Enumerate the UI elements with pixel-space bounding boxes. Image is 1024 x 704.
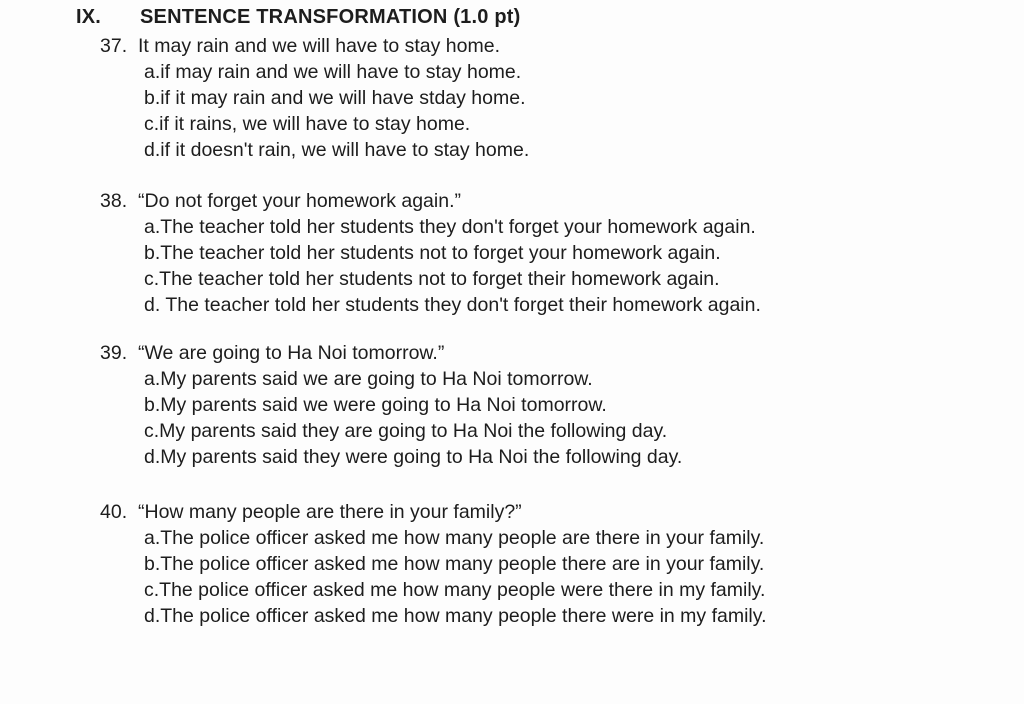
option-d: d. The teacher told her students they don't forget their homework again. <box>144 294 761 316</box>
option-c: c.The teacher told her students not to forget their homework again. <box>144 268 720 290</box>
option-b: b.The teacher told her students not to forget your homework again. <box>144 242 721 264</box>
question-number: 37. <box>100 35 128 57</box>
section-heading <box>76 6 520 29</box>
question-37 <box>100 33 529 163</box>
question-40 <box>100 499 767 629</box>
question-number: 38. <box>100 190 128 212</box>
question-stem <box>100 499 767 525</box>
section-number: IX. <box>76 6 102 28</box>
question-number: 39. <box>100 342 128 364</box>
option-c: c.My parents said they are going to Ha Noi the following day. <box>144 420 668 442</box>
option-d: d.if it doesn't rain, we will have to stay home. <box>144 139 530 161</box>
question-38 <box>100 188 761 318</box>
option-a: a.The teacher told her students they don't forget your homework again. <box>144 216 756 238</box>
option-c: c.if it rains, we will have to stay home. <box>144 113 471 135</box>
question-39 <box>100 340 682 470</box>
question-stem <box>100 340 682 366</box>
option-b: b.My parents said we were going to Ha Noi tomorrow. <box>144 394 607 416</box>
question-text: “We are going to Ha Noi tomorrow.” <box>138 342 445 364</box>
option-c: c.The police officer asked me how many people were there in my family. <box>144 579 766 601</box>
question-text: “Do not forget your homework again.” <box>138 190 461 212</box>
option-d: d.My parents said they were going to Ha Noi the following day. <box>144 446 683 468</box>
question-number: 40. <box>100 501 128 523</box>
question-stem <box>100 33 529 59</box>
section-title: SENTENCE TRANSFORMATION (1.0 pt) <box>140 6 521 28</box>
option-b: b.The police officer asked me how many people there are in your family. <box>144 553 765 575</box>
option-a: a.if may rain and we will have to stay home. <box>144 61 522 83</box>
option-d: d.The police officer asked me how many people there were in my family. <box>144 605 767 627</box>
question-stem <box>100 188 761 214</box>
question-text: “How many people are there in your family?” <box>138 501 522 523</box>
option-a: a.The police officer asked me how many people are there in your family. <box>144 527 765 549</box>
question-text: It may rain and we will have to stay home. <box>138 35 500 57</box>
option-a: a.My parents said we are going to Ha Noi tomorrow. <box>144 368 593 390</box>
option-b: b.if it may rain and we will have stday home. <box>144 87 526 109</box>
